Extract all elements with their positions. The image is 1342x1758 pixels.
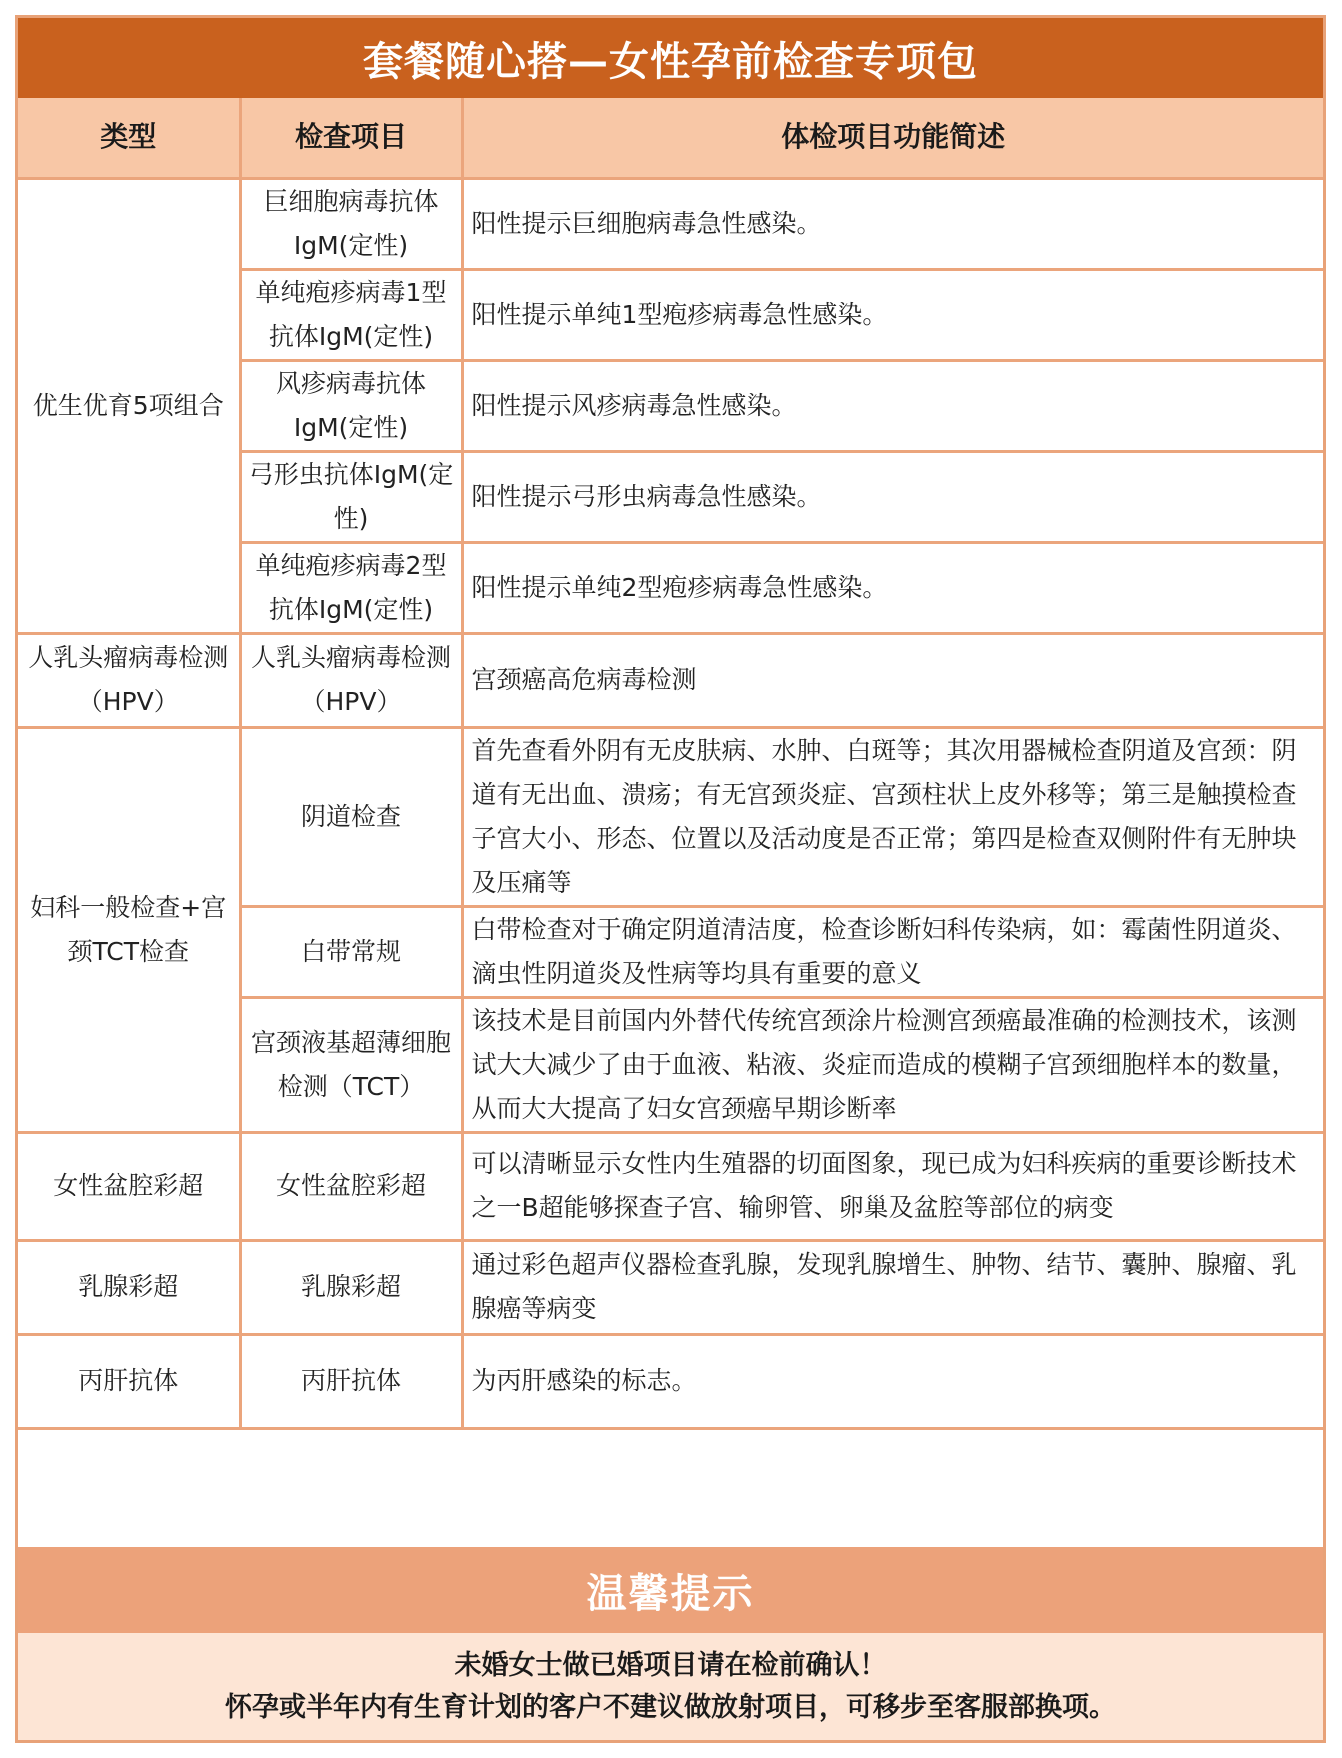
desc-cell: 阳性提示风疹病毒急性感染。 — [462, 360, 1323, 451]
type-cell: 乳腺彩超 — [18, 1240, 240, 1334]
tips-line-2: 怀孕或半年内有生育计划的客户不建议做放射项目，可移步至客服部换项。 — [225, 1691, 1116, 1723]
item-cell: 单纯疱疹病毒2型抗体IgM(定性) — [240, 542, 462, 633]
desc-cell: 阳性提示单纯2型疱疹病毒急性感染。 — [462, 542, 1323, 633]
header-type: 类型 — [18, 98, 240, 178]
item-cell: 宫颈液基超薄细胞检测（TCT） — [240, 997, 462, 1132]
item-cell: 巨细胞病毒抗体IgM(定性) — [240, 178, 462, 269]
tips-body — [18, 1633, 1323, 1740]
header-desc: 体检项目功能简述 — [462, 98, 1323, 178]
table-row — [18, 1132, 1323, 1240]
type-cell: 妇科一般检查+宫颈TCT检查 — [18, 727, 240, 1132]
desc-cell: 阳性提示巨细胞病毒急性感染。 — [462, 178, 1323, 269]
desc-cell: 首先查看外阴有无皮肤病、水肿、白斑等；其次用器械检查阴道及宫颈：阴道有无出血、溃疡；有无宫颈炎症、宫颈柱状上皮外移等；第三是触摸检查子宫大小、形态、位置以及活动度是否正常；第四是检查双侧附件有无肿块及压痛等 — [462, 727, 1323, 906]
type-cell: 女性盆腔彩超 — [18, 1132, 240, 1240]
item-cell: 阴道检查 — [240, 727, 462, 906]
item-cell: 人乳头瘤病毒检测（HPV） — [240, 633, 462, 727]
item-cell: 丙肝抗体 — [240, 1334, 462, 1428]
type-cell: 丙肝抗体 — [18, 1334, 240, 1428]
table-row — [18, 633, 1323, 727]
package-sheet — [15, 15, 1326, 1743]
page-title: 套餐随心搭—女性孕前检查专项包 — [18, 18, 1323, 98]
desc-cell: 该技术是目前国内外替代传统宫颈涂片检测宫颈癌最准确的检测技术，该测试大大减少了由于血液、粘液、炎症而造成的模糊子宫颈细胞样本的数量，从而大大提高了妇女宫颈癌早期诊断率 — [462, 997, 1323, 1132]
desc-cell: 通过彩色超声仪器检查乳腺，发现乳腺增生、肿物、结节、囊肿、腺瘤、乳腺癌等病变 — [462, 1240, 1323, 1334]
type-cell: 人乳头瘤病毒检测（HPV） — [18, 633, 240, 727]
desc-cell: 白带检查对于确定阴道清洁度，检查诊断妇科传染病，如：霉菌性阴道炎、滴虫性阴道炎及性病等均具有重要的意义 — [462, 906, 1323, 997]
desc-cell: 可以清晰显示女性内生殖器的切面图象，现已成为妇科疾病的重要诊断技术之一B超能够探查子宫、输卵管、卵巢及盆腔等部位的病变 — [462, 1132, 1323, 1240]
table-header-row — [18, 98, 1323, 178]
item-cell: 女性盆腔彩超 — [240, 1132, 462, 1240]
tips-title: 温馨提示 — [18, 1547, 1323, 1633]
desc-cell: 为丙肝感染的标志。 — [462, 1334, 1323, 1428]
desc-cell: 阳性提示单纯1型疱疹病毒急性感染。 — [462, 269, 1323, 360]
table-row — [18, 178, 1323, 269]
item-cell: 白带常规 — [240, 906, 462, 997]
item-cell: 弓形虫抗体IgM(定性) — [240, 451, 462, 542]
header-item: 检查项目 — [240, 98, 462, 178]
table-row — [18, 727, 1323, 906]
desc-cell: 阳性提示弓形虫病毒急性感染。 — [462, 451, 1323, 542]
item-cell: 单纯疱疹病毒1型抗体IgM(定性) — [240, 269, 462, 360]
table-row — [18, 1240, 1323, 1334]
exam-table — [18, 98, 1323, 1430]
item-cell: 风疹病毒抗体IgM(定性) — [240, 360, 462, 451]
desc-cell: 宫颈癌高危病毒检测 — [462, 633, 1323, 727]
item-cell: 乳腺彩超 — [240, 1240, 462, 1334]
tips-line-1: 未婚女士做已婚项目请在检前确认！ — [454, 1649, 887, 1681]
table-row — [18, 1334, 1323, 1428]
type-cell: 优生优育5项组合 — [18, 178, 240, 633]
